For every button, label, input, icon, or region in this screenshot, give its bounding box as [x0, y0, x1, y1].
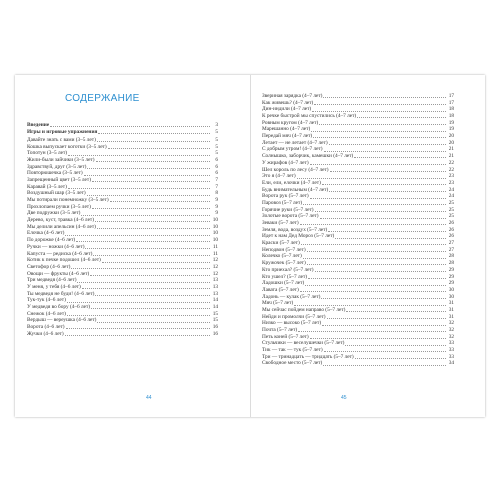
toc-entry-leader	[329, 191, 446, 192]
toc-entry-leader	[321, 298, 446, 299]
toc-entry-page: 16	[212, 324, 218, 331]
toc-entry-leader	[346, 311, 446, 312]
toc-entry-title: К речке быстрой мы спустились (4–7 лет)	[262, 113, 357, 120]
toc-entry-page: 22	[448, 166, 454, 173]
toc-entry	[27, 237, 218, 244]
toc-entry-title: Введение	[27, 121, 50, 128]
toc-entry-title: У жирафов (4–7 лет)	[262, 159, 309, 166]
toc-entry	[27, 277, 218, 284]
toc-entry-leader	[93, 255, 210, 256]
toc-entry	[27, 244, 218, 251]
toc-entry-title: Звериная зарядка (4–7 лет)	[262, 92, 323, 99]
right-page	[250, 75, 485, 417]
toc-entry-leader	[310, 338, 446, 339]
toc-entry-page: 7	[215, 183, 218, 190]
toc-entry-title: Топотун (3–5 лет)	[27, 150, 68, 157]
toc-entry-leader	[305, 285, 446, 286]
toc-entry-title: Лавата (5–7 лет)	[262, 286, 299, 293]
toc-entry	[27, 137, 218, 144]
toc-entry-leader	[357, 117, 446, 118]
toc-entry-leader	[102, 262, 210, 263]
toc-entry-page: 33	[448, 353, 454, 360]
toc-entry-page: 24	[448, 193, 454, 200]
toc-entry-leader	[354, 157, 446, 158]
toc-entry	[27, 150, 218, 157]
toc-entry-leader	[320, 218, 446, 219]
toc-entry-page: 6	[215, 163, 218, 170]
toc-entry	[27, 177, 218, 184]
toc-entry-page: 5	[215, 150, 218, 157]
toc-entry-title: Светофор (4–6 лет)	[27, 263, 71, 270]
toc-entry-leader	[76, 241, 210, 242]
toc-entry-title: Ровным кругом (4–7 лет)	[262, 119, 319, 126]
toc-entry-page: 15	[212, 310, 218, 317]
toc-entry-page: 9	[215, 197, 218, 204]
toc-entry-page: 5	[215, 143, 218, 150]
toc-entry-page: 28	[448, 260, 454, 267]
toc-entry-leader	[92, 208, 210, 209]
toc-entry-leader	[329, 144, 446, 145]
toc-entry	[262, 327, 454, 334]
toc-entry-leader	[324, 351, 446, 352]
toc-entry-leader	[327, 318, 446, 319]
toc-entry-leader	[65, 235, 210, 236]
toc-entry-page: 26	[448, 233, 454, 240]
toc-entry-title: Неподвон (5–7 лет)	[262, 246, 306, 253]
toc-entry-title: Ты медведя не буди! (4–6 лет)	[27, 290, 95, 297]
toc-entry-page: 29	[448, 273, 454, 280]
toc-entry-page: 6	[215, 156, 218, 163]
toc-entry-title: Вердыш — вереушка (4–6 лет)	[27, 317, 97, 324]
toc-entry-page: 29	[448, 280, 454, 287]
toc-entry-leader	[92, 181, 210, 182]
toc-entry-leader	[65, 335, 210, 336]
toc-entry-leader	[81, 215, 210, 216]
toc-entry-title: Дин-индили (4–7 лет)	[262, 106, 312, 113]
toc-entry-page: 12	[212, 263, 218, 270]
toc-entry-leader	[315, 271, 446, 272]
toc-entry-leader	[97, 141, 210, 142]
toc-entry-title: Стульчики — веселушечки (5–7 лет)	[262, 340, 345, 347]
toc-entry-page: 32	[448, 327, 454, 334]
toc-entry-leader	[298, 331, 446, 332]
toc-entry	[262, 347, 454, 354]
toc-entry-title: Летает — не летает (4–7 лет)	[262, 139, 328, 146]
toc-entry-title: Капуста — редиска (4–6 лет)	[27, 250, 93, 257]
toc-entry-title: Почта (5–7 лет)	[262, 327, 298, 334]
toc-entry-leader	[95, 221, 210, 222]
toc-entry-title: Кто ушел? (5–7 лет)	[262, 273, 308, 280]
toc-entry-leader	[355, 358, 446, 359]
toc-entry-leader	[303, 258, 446, 259]
toc-entry-page: 19	[448, 126, 454, 133]
toc-entry-page: 23	[448, 179, 454, 186]
toc-entry-page: 31	[448, 306, 454, 313]
toc-entry	[262, 280, 454, 287]
toc-entry-page: 30	[448, 286, 454, 293]
toc-entry-page: 3	[215, 121, 218, 128]
toc-entry-page: 32	[448, 320, 454, 327]
toc-entry-title: У медведя во бору (4–6 лет)	[27, 304, 91, 311]
toc-entry-title: Три — тринадцать — тридцать (5–7 лет)	[262, 353, 354, 360]
toc-entry-page: 33	[448, 347, 454, 354]
toc-entry-title: Дерево, куст, травка (4–6 лет)	[27, 217, 95, 224]
toc-entry-leader	[77, 282, 210, 283]
toc-entry-page: 14	[212, 304, 218, 311]
toc-entry-leader	[345, 345, 446, 346]
toc-entry-page: 29	[448, 266, 454, 273]
toc-entry-leader	[323, 97, 446, 98]
toc-entry	[262, 361, 454, 368]
toc-entry-page: 11	[212, 243, 218, 250]
page-title: СОДЕРЖАНИЕ	[65, 93, 140, 104]
toc-entry-title: Зеваки (5–7 лет)	[262, 220, 299, 227]
toc-entry	[262, 160, 454, 167]
toc-entry-leader	[307, 264, 446, 265]
toc-entry-title: Котик к печке подошел (4–6 лет)	[27, 257, 101, 264]
toc-entry-page: 10	[212, 230, 218, 237]
toc-entry-leader	[50, 126, 210, 127]
toc-entry	[262, 133, 454, 140]
toc-entry-leader	[95, 295, 210, 296]
toc-entry-page: 21	[448, 153, 454, 160]
toc-entry-title: Ворота рук (5–7 лет)	[262, 193, 309, 200]
toc-entry-title: Прохлопаем ручки (3–5 лет)	[27, 203, 91, 210]
toc-entry-title: Ручки — ножки (4–6 лет)	[27, 243, 85, 250]
toc-entry-page: 12	[212, 257, 218, 264]
toc-entry	[27, 304, 218, 311]
toc-entry-leader	[97, 322, 210, 323]
toc-entry-title: Ладонь — кулак (5–7 лет)	[262, 293, 321, 300]
toc-entry	[262, 180, 454, 187]
toc-entry	[27, 157, 218, 164]
toc-entry-leader	[328, 231, 446, 232]
toc-entry-title: Краски (5–7 лет)	[262, 240, 300, 247]
toc-entry-leader	[303, 204, 446, 205]
toc-entry-title: Свободное место (5–7 лет)	[262, 360, 323, 367]
toc-entry-leader	[310, 198, 446, 199]
toc-entry-page: 26	[448, 220, 454, 227]
toc-entry-page: 9	[215, 210, 218, 217]
page-number-right: 45	[341, 395, 347, 401]
toc-entry-leader	[97, 228, 210, 229]
toc-entry-leader	[66, 328, 210, 329]
toc-entry-leader	[315, 211, 446, 212]
toc-entry-leader	[323, 365, 446, 366]
toc-entry-leader	[300, 291, 446, 292]
toc-entry-title: Идет к нам Дед Мороз (5–7 лет)	[262, 233, 335, 240]
toc-entry	[262, 93, 454, 100]
toc-entry-title: Мяч (5–7 лет)	[262, 300, 294, 307]
toc-entry-page: 25	[448, 199, 454, 206]
toc-entry-leader	[87, 195, 210, 196]
toc-entry-title: Каравай (3–5 лет)	[27, 183, 67, 190]
toc-entry-page: 32	[448, 333, 454, 340]
toc-entry	[27, 324, 218, 331]
toc-entry-page: 22	[448, 159, 454, 166]
toc-entry-title: Три медведя (4–6 лет)	[27, 277, 77, 284]
toc-entry	[262, 193, 454, 200]
toc-list-right	[262, 93, 454, 367]
toc-entry-page: 20	[448, 133, 454, 140]
toc-entry-page: 23	[448, 173, 454, 180]
toc-entry-leader	[300, 224, 446, 225]
toc-entry-title: Тик — так — тук (5–7 лет)	[262, 347, 323, 354]
toc-entry-title: Жучки (4–6 лет)	[27, 330, 64, 337]
toc-entry-title: Земля, вода, воздух (5–7 лет)	[262, 226, 328, 233]
toc-entry-page: 9	[215, 203, 218, 210]
toc-entry-page: 30	[448, 293, 454, 300]
toc-entry-page: 13	[212, 277, 218, 284]
toc-entry-page: 18	[448, 113, 454, 120]
toc-entry	[262, 173, 454, 180]
toc-entry-page: 27	[448, 246, 454, 253]
toc-entry	[262, 300, 454, 307]
toc-entry-title: Две подружки (3–5 лет)	[27, 210, 81, 217]
toc-entry	[262, 260, 454, 267]
toc-entry-title: Солнышко, заборчик, камешки (4–7 лет)	[262, 153, 354, 160]
toc-entry-page: 15	[212, 317, 218, 324]
toc-entry-page: 25	[448, 206, 454, 213]
toc-entry-title: Это я (4–7 лет)	[262, 173, 296, 180]
toc-entry	[27, 284, 218, 291]
toc-entry-page: 12	[212, 270, 218, 277]
toc-entry-title: У меня, у тебя (4–6 лет)	[27, 283, 81, 290]
toc-entry-page: 10	[212, 237, 218, 244]
toc-entry-leader	[310, 164, 446, 165]
toc-entry-page: 26	[448, 226, 454, 233]
toc-entry-leader	[67, 315, 210, 316]
toc-entry-leader	[87, 168, 210, 169]
toc-entry-page: 7	[215, 176, 218, 183]
toc-entry-page: 31	[448, 313, 454, 320]
toc-entry	[262, 307, 454, 314]
toc-entry	[27, 264, 218, 271]
toc-entry	[262, 153, 454, 160]
toc-entry	[262, 287, 454, 294]
toc-entry-page: 20	[448, 139, 454, 146]
toc-entry-title: Паровоз (5–7 лет)	[262, 199, 303, 206]
toc-entry-title: Низко — высоко (5–7 лет)	[262, 320, 322, 327]
page-number-left: 44	[146, 395, 152, 401]
toc-entry-page: 13	[212, 283, 218, 290]
toc-entry	[27, 170, 218, 177]
toc-entry-leader	[312, 111, 446, 112]
toc-entry	[262, 220, 454, 227]
toc-entry-title: Тук-тук (4–6 лет)	[27, 297, 66, 304]
toc-entry-title: Ладошки (5–7 лет)	[262, 280, 305, 287]
toc-entry-page: 28	[448, 253, 454, 260]
toc-entry-leader	[98, 133, 210, 134]
toc-entry-page: 34	[448, 360, 454, 367]
toc-entry-title: Давайте знать с вами (3–5 лет)	[27, 136, 96, 143]
toc-entry-leader	[301, 244, 446, 245]
toc-entry-leader	[335, 238, 446, 239]
toc-entry-page: 18	[448, 106, 454, 113]
toc-entry-title: Передай мяч (4–7 лет)	[262, 133, 313, 140]
toc-entry	[27, 129, 218, 136]
toc-entry-leader	[91, 308, 210, 309]
toc-entry-title: Запрещенный цвет (3–5 лет)	[27, 176, 91, 183]
toc-entry-title: Кошка выпускает коготки (3–5 лет)	[27, 143, 107, 150]
toc-entry-title: Петь коней (5–7 лет)	[262, 333, 309, 340]
toc-entry-leader	[307, 251, 446, 252]
toc-entry	[27, 217, 218, 224]
toc-entry-leader	[308, 278, 446, 279]
toc-entry	[262, 240, 454, 247]
toc-entry-page: 33	[448, 340, 454, 347]
toc-entry-title: Кто приехал? (5–7 лет)	[262, 266, 314, 273]
toc-entry-title: Воздушный шар (3–5 лет)	[27, 190, 86, 197]
toc-entry-page: 10	[212, 223, 218, 230]
toc-entry-leader	[96, 161, 211, 162]
toc-entry-title: Горячие руки (5–7 лет)	[262, 206, 314, 213]
toc-entry-title: Жили-были зайчики (3–5 лет)	[27, 156, 95, 163]
toc-entry-leader	[319, 124, 446, 125]
toc-entry-leader	[322, 325, 446, 326]
toc-entry-leader	[330, 171, 446, 172]
toc-entry-title: Золотые ворота (5–7 лет)	[262, 213, 319, 220]
toc-entry-page: 5	[215, 136, 218, 143]
toc-entry-leader	[110, 201, 210, 202]
toc-entry-title: Колечко (5–7 лет)	[262, 253, 302, 260]
toc-entry-title: Елочка (4–6 лет)	[27, 230, 65, 237]
toc-entry-page: 16	[212, 330, 218, 337]
toc-entry-leader	[67, 302, 210, 303]
toc-entry-title: Как живешь? (4–7 лет)	[262, 99, 314, 106]
toc-entry-leader	[68, 188, 210, 189]
toc-entry-leader	[311, 131, 446, 132]
toc-entry-page: 19	[448, 119, 454, 126]
toc-entry-title: Игры и игровые упражнения	[27, 128, 98, 135]
toc-entry	[27, 257, 218, 264]
toc-entry-page: 6	[215, 170, 218, 177]
toc-entry-title: Повторюшечка (3–5 лет)	[27, 170, 83, 177]
toc-entry-title: Снежок (4–6 лет)	[27, 310, 66, 317]
toc-entry-leader	[90, 275, 210, 276]
toc-entry-leader	[294, 305, 446, 306]
toc-entry-page: 31	[448, 300, 454, 307]
toc-entry-title: Будь внимательным (4–7 лет)	[262, 186, 329, 193]
toc-entry-page: 17	[448, 99, 454, 106]
toc-entry	[262, 113, 454, 120]
toc-entry-title: Здравствуй, друг (3–5 лет)	[27, 163, 87, 170]
toc-entry-title: Овощи — фрукты (4–6 лет)	[27, 270, 90, 277]
toc-entry-title: Мы потирали понемножку (3–5 лет)	[27, 197, 109, 204]
toc-entry-title: Нейди и промолчи (5–7 лет)	[262, 313, 326, 320]
toc-entry-leader	[322, 184, 446, 185]
toc-entry-page: 25	[448, 213, 454, 220]
toc-entry-title: Мы сейчас пойдем направо (5–7 лет)	[262, 306, 346, 313]
toc-entry	[27, 197, 218, 204]
toc-entry-page: 27	[448, 240, 454, 247]
toc-entry	[27, 122, 218, 129]
toc-entry-title: Кружочек (5–7 лет)	[262, 260, 306, 267]
toc-entry-page: 17	[448, 92, 454, 99]
toc-entry-title: Марешанно (4–7 лет)	[262, 126, 311, 133]
toc-entry-leader	[314, 104, 446, 105]
toc-entry-title: Шел король по лесу (4–7 лет)	[262, 166, 329, 173]
toc-entry-page: 5	[215, 128, 218, 135]
toc-entry-title: Ворота (4–6 лет)	[27, 324, 65, 331]
toc-entry-leader	[71, 268, 210, 269]
toc-entry-page: 14	[212, 297, 218, 304]
toc-entry	[262, 200, 454, 207]
toc-entry-leader	[313, 137, 446, 138]
toc-entry-title: С добрым утром! (4–7 лет)	[262, 146, 323, 153]
book-spread	[15, 75, 485, 417]
toc-entry-page: 24	[448, 186, 454, 193]
toc-entry-title: Ели, ели, елочки (4–7 лет)	[262, 179, 321, 186]
toc-entry-page: 13	[212, 290, 218, 297]
toc-list-left	[27, 122, 218, 338]
toc-entry	[27, 331, 218, 338]
toc-entry-leader	[297, 178, 446, 179]
toc-entry	[262, 267, 454, 274]
toc-entry-title: По дорожке (4–6 лет)	[27, 237, 76, 244]
toc-entry-leader	[108, 148, 210, 149]
toc-entry-page: 11	[212, 250, 218, 257]
toc-entry-page: 8	[215, 190, 218, 197]
toc-entry-leader	[68, 155, 210, 156]
toc-entry-page: 10	[212, 217, 218, 224]
toc-entry-page: 21	[448, 146, 454, 153]
toc-entry-leader	[84, 175, 210, 176]
toc-entry-leader	[85, 248, 210, 249]
toc-entry-title: Мы делили апельсин (4–6 лет)	[27, 223, 96, 230]
toc-entry-leader	[324, 151, 446, 152]
toc-entry-leader	[82, 288, 210, 289]
left-page	[15, 75, 251, 417]
